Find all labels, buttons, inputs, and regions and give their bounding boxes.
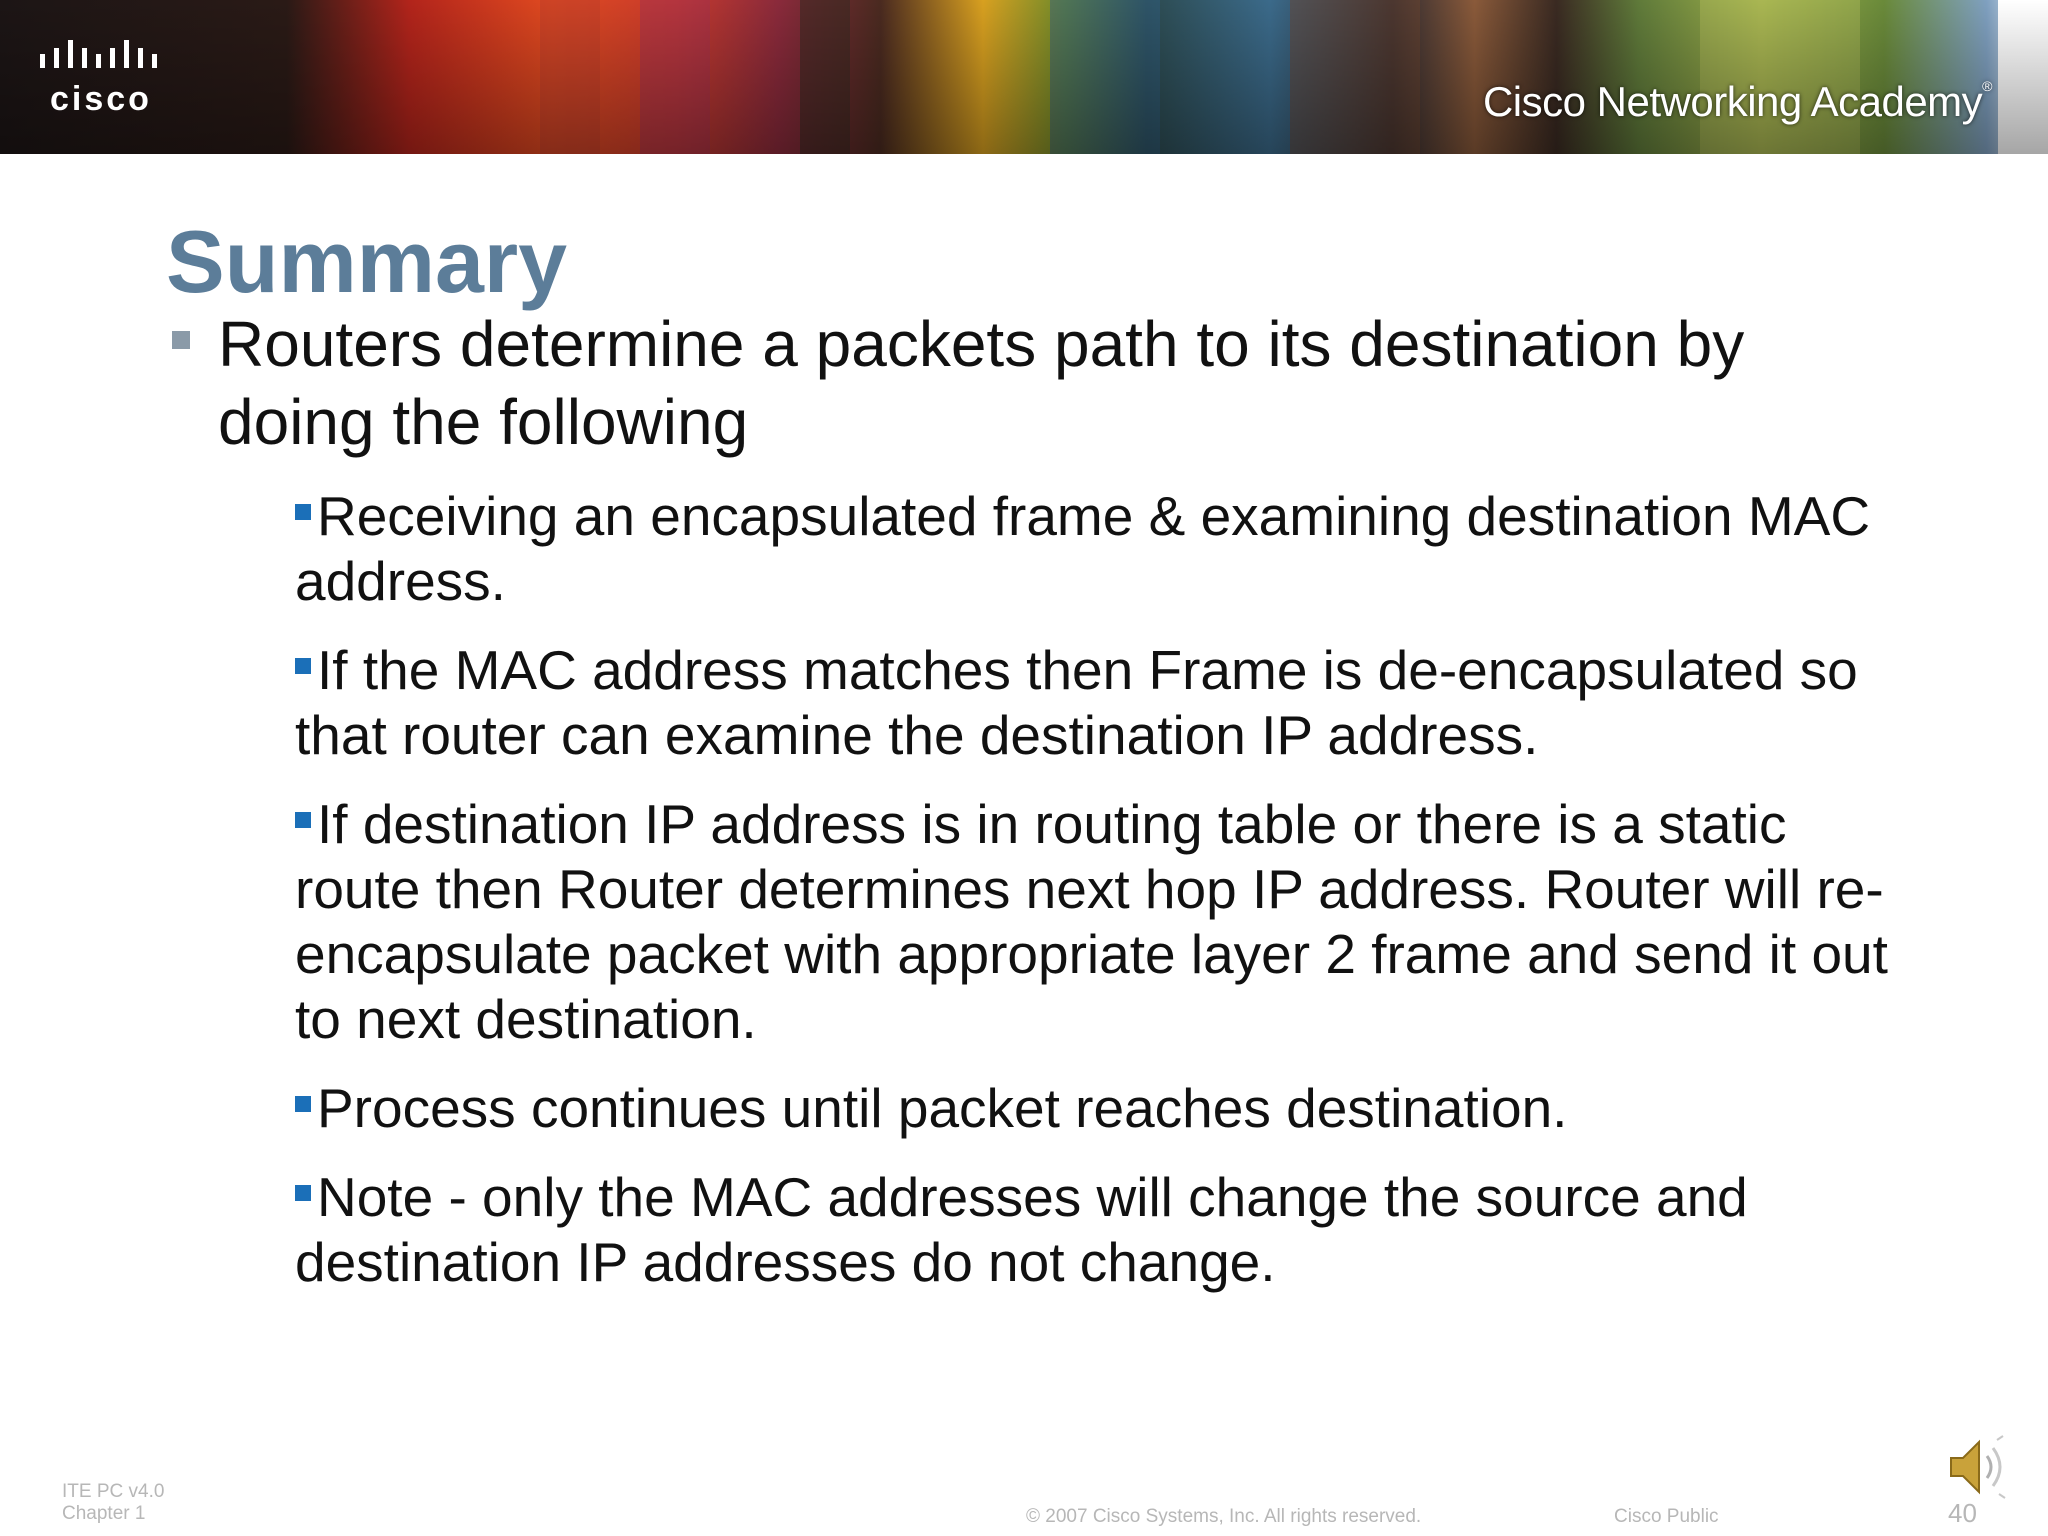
main-point: Routers determine a packets path to its destination by doing the following [218,308,1745,458]
sub-point [295,792,1895,1052]
course-label: ITE PC v4.0 [62,1481,165,1502]
sub-point-text: Process continues until packet reaches destination. [317,1077,1568,1139]
sub-point-text: If the MAC address matches then Frame is de-encapsulated so that router can examine the destination IP address. [295,639,1858,766]
square-bullet-icon [295,1185,311,1201]
header-photo-collage [0,0,2048,154]
sub-point-list [295,484,1895,1319]
square-bullet-icon [295,658,311,674]
registered-mark: ® [1982,78,1992,94]
classification-label: Cisco Public [1614,1506,1719,1527]
cisco-bars-icon [36,38,186,78]
square-bullet-icon [295,812,311,828]
cisco-wordmark: cisco [50,80,152,118]
copyright-text: © 2007 Cisco Systems, Inc. All rights reserved. [1026,1506,1422,1527]
sub-point [295,484,1895,614]
sub-point [295,1076,1895,1141]
header-banner [0,0,2048,154]
page-number: 40 [1948,1498,1977,1528]
square-bullet-icon [295,1096,311,1112]
sub-point-text: Note - only the MAC addresses will change the source and destination IP addresses do not change. [295,1166,1748,1293]
slide-title: Summary [166,212,568,311]
sub-point-text: Receiving an encapsulated frame & examining destination MAC address. [295,485,1871,612]
square-bullet-icon [172,331,190,349]
sub-point [295,1165,1895,1295]
speaker-icon[interactable] [1945,1432,2015,1502]
academy-wordmark [1483,78,1992,126]
sub-point-text: If destination IP address is in routing table or there is a static route then Router determines next hop IP address. Router will re-encapsulate packet with appropriate layer 2 frame and send it out to next destination. [295,793,1888,1050]
chapter-label: Chapter 1 [62,1503,146,1524]
academy-name: Cisco Networking Academy [1482,78,1983,125]
footer-course-info [62,1481,164,1525]
cisco-logo [36,38,186,122]
square-bullet-icon [295,504,311,520]
sub-point [295,638,1895,768]
